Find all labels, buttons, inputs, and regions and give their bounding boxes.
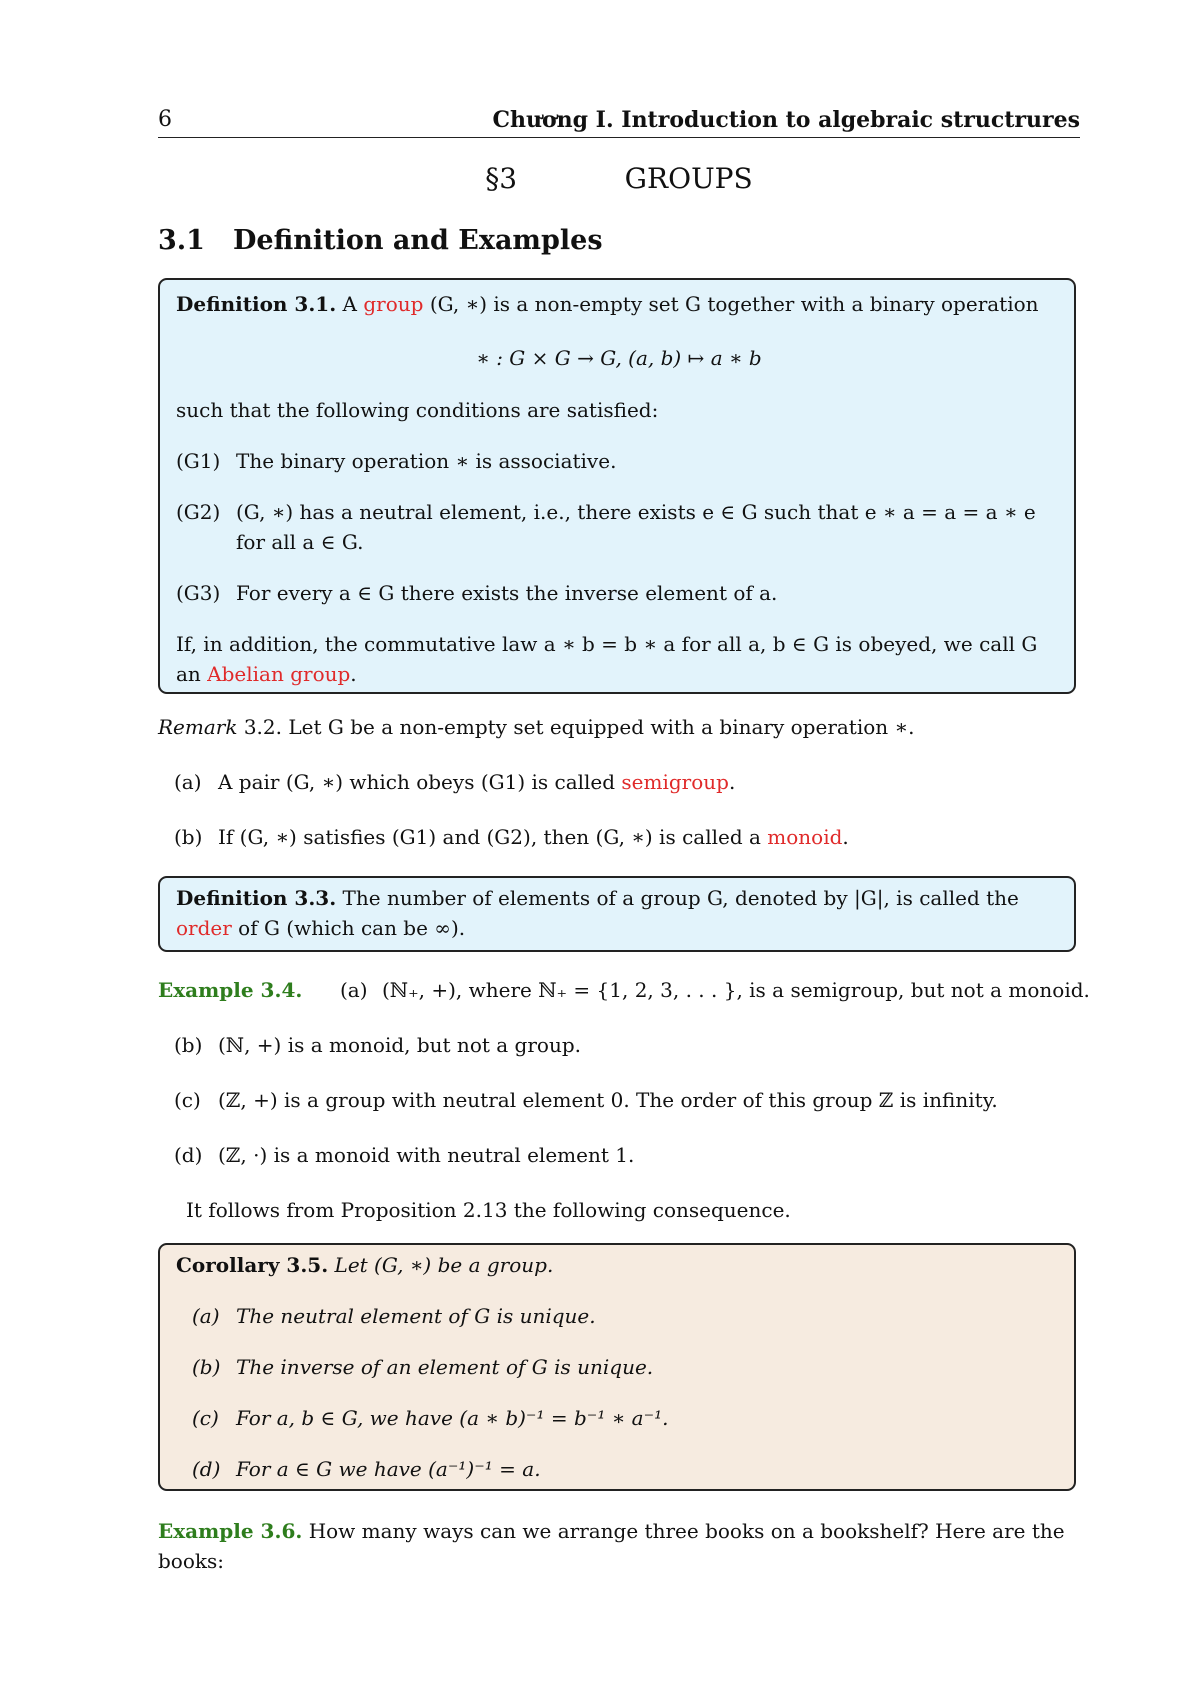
remark-item-a-text: A pair (G, ∗) which obeys (G1) is called xyxy=(218,770,616,794)
condition-g1-text: The binary operation ∗ is associative. xyxy=(236,449,617,473)
condition-g2-text-2: for all a ∈ G. xyxy=(236,530,364,554)
corollary-item-c-label: (c) xyxy=(192,1406,219,1430)
definition-3-3-label: Definition 3.3. xyxy=(176,886,337,910)
consequence-text: It follows from Proposition 2.13 the following consequence. xyxy=(186,1198,791,1222)
page-number: 6 xyxy=(158,107,172,132)
term-abelian-group: Abelian group xyxy=(207,662,351,686)
section-title: §3 GROUPS xyxy=(485,162,753,195)
remark-label: Remark xyxy=(158,715,238,739)
definition-3-3-box xyxy=(158,876,1076,952)
corollary-item-d-label: (d) xyxy=(192,1457,221,1481)
remark-3-2 xyxy=(158,715,914,739)
example-3-4-label xyxy=(158,978,302,1002)
example-item-a-text: (ℕ₊, +), where ℕ₊ = {1, 2, 3, . . . }, is a semigroup, but not a monoid. xyxy=(382,978,1090,1002)
definition-3-1-first-line xyxy=(176,292,1039,316)
example-item-b-label: (b) xyxy=(174,1033,203,1057)
corollary-first-line xyxy=(176,1253,553,1277)
example-3-6-text-1: How many ways can we arrange three books on a bookshelf? Here are the xyxy=(308,1519,1065,1543)
chapter-title: Chương I. Introduction to algebraic structrures xyxy=(492,107,1080,133)
binary-operation-formula: ∗ : G × G → G, (a, b) ↦ a ∗ b xyxy=(476,346,762,370)
example-3-6-line-1 xyxy=(158,1519,1065,1543)
remark-item-b-text: If (G, ∗) satisfies (G1) and (G2), then (G, ∗) is called a xyxy=(218,825,761,849)
condition-g3-text: For every a ∈ G there exists the inverse element of a. xyxy=(236,581,778,605)
example-item-c-text: (ℤ, +) is a group with neutral element 0. The order of this group ℤ is infinity. xyxy=(218,1088,998,1112)
page-header xyxy=(158,103,1080,138)
corollary-text: Let (G, ∗) be a group. xyxy=(334,1253,554,1277)
remark-text: Let G be a non-empty set equipped with a binary operation ∗. xyxy=(288,715,915,739)
remark-item-a xyxy=(218,770,735,794)
corollary-item-a-text: The neutral element of G is unique. xyxy=(236,1304,596,1328)
abelian-an: an xyxy=(176,662,201,686)
corollary-item-b-label: (b) xyxy=(192,1355,221,1379)
subsection-heading xyxy=(158,225,603,256)
subsection-title: Definition and Examples xyxy=(232,225,603,256)
remark-item-b-label: (b) xyxy=(174,825,203,849)
term-group: group xyxy=(363,292,424,316)
remark-item-b-end: . xyxy=(842,825,849,849)
corollary-item-a-label: (a) xyxy=(192,1304,220,1328)
definition-label: Definition 3.1. xyxy=(176,292,337,316)
example-item-b-text: (ℕ, +) is a monoid, but not a group. xyxy=(218,1033,581,1057)
definition-3-3-text-1: The number of elements of a group G, denoted by |G|, is called the xyxy=(342,886,1019,910)
condition-g3-label: (G3) xyxy=(176,581,221,605)
definition-3-1-box xyxy=(158,278,1076,694)
remark-number: 3.2. xyxy=(243,715,282,739)
condition-g2-label: (G2) xyxy=(176,500,221,524)
example-3-6-text-2: books: xyxy=(158,1549,225,1573)
example-item-c-label: (c) xyxy=(174,1088,201,1112)
definition-3-3-text-2: of G (which can be ∞). xyxy=(238,916,466,940)
corollary-item-c-text: For a, b ∈ G, we have (a ∗ b)⁻¹ = b⁻¹ ∗ a⁻¹. xyxy=(236,1406,669,1430)
corollary-3-5-box xyxy=(158,1243,1076,1491)
definition-3-3-line-2 xyxy=(176,916,465,940)
remark-item-b xyxy=(218,825,849,849)
example-3-6-title: Example 3.6. xyxy=(158,1519,303,1543)
abelian-line-2 xyxy=(176,662,357,686)
corollary-item-b-text: The inverse of an element of G is unique. xyxy=(236,1355,654,1379)
conditions-intro: such that the following conditions are satisfied: xyxy=(176,398,659,422)
term-semigroup: semigroup xyxy=(621,770,729,794)
remark-item-a-end: . xyxy=(728,770,736,794)
definition-3-3-line-1 xyxy=(176,886,1019,910)
abelian-line-1: If, in addition, the commutative law a ∗ b = b ∗ a for all a, b ∈ G is obeyed, we call G xyxy=(176,632,1038,656)
term-order: order xyxy=(176,916,232,940)
example-item-a-label: (a) xyxy=(340,978,368,1002)
subsection-number: 3.1 xyxy=(158,225,205,256)
definition-intro: A xyxy=(342,292,357,316)
remark-item-a-label: (a) xyxy=(174,770,202,794)
example-item-d-text: (ℤ, ·) is a monoid with neutral element 1. xyxy=(218,1143,635,1167)
corollary-label: Corollary 3.5. xyxy=(176,1253,329,1277)
definition-intro-rest: (G, ∗) is a non-empty set G together with a binary operation xyxy=(429,292,1039,316)
term-monoid: monoid xyxy=(767,825,843,849)
condition-g1-label: (G1) xyxy=(176,449,221,473)
corollary-item-d-text: For a ∈ G we have (a⁻¹)⁻¹ = a. xyxy=(236,1457,541,1481)
example-3-4-title: Example 3.4. xyxy=(158,978,303,1002)
example-item-d-label: (d) xyxy=(174,1143,203,1167)
abelian-period: . xyxy=(350,662,357,686)
condition-g2-text-1: (G, ∗) has a neutral element, i.e., there exists e ∈ G such that e ∗ a = a = a ∗ e xyxy=(236,500,1036,524)
